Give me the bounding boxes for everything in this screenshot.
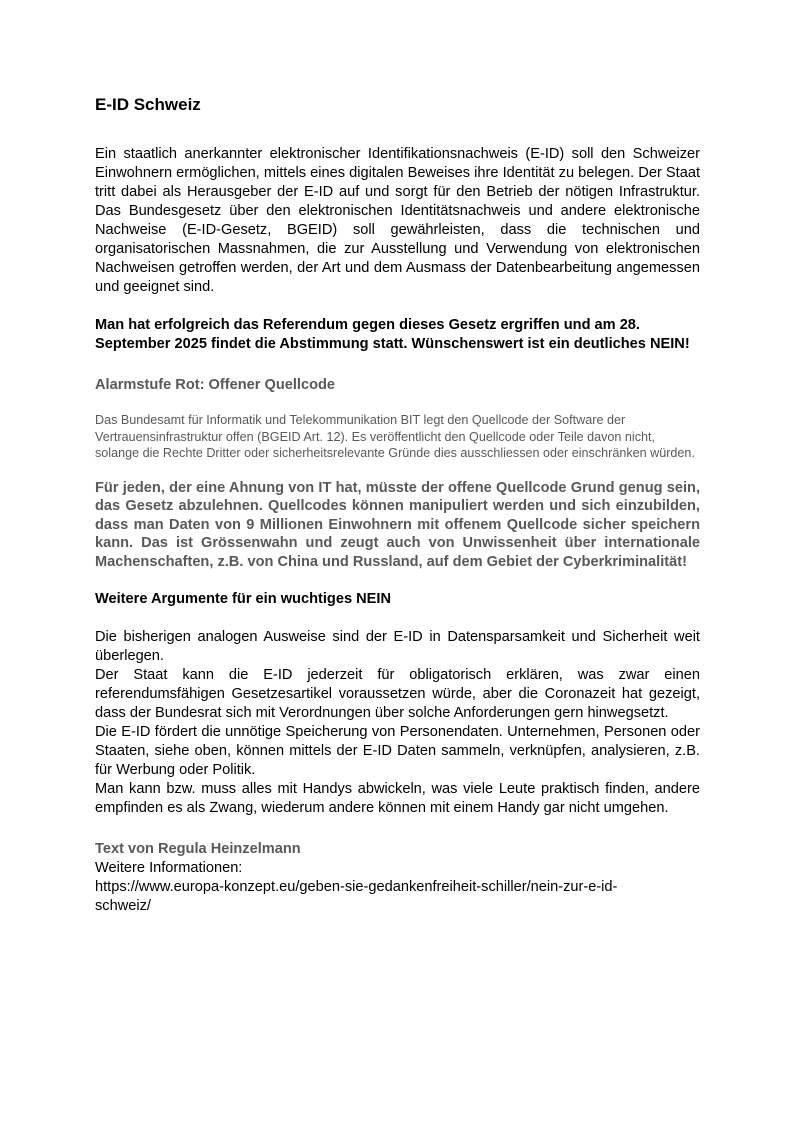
argument-paragraph: Die E-ID fördert die unnötige Speicherung von Personendaten. Unternehmen, Personen oder Staaten, siehe oben, können mittels der E-ID Daten sammeln, verknüpfen, analysieren, z.B. für Werbung oder Politik. [95,724,700,778]
source-link-line-1: https://www.europa-konzept.eu/geben-sie-gedankenfreiheit-schiller/nein-zur-e-id- [95,879,618,895]
footer-block [95,840,700,916]
argument-paragraph: Die bisherigen analogen Ausweise sind der E-ID in Datensparsamkeit und Sicherheit weit überlegen. [95,629,700,664]
section-heading-further-arguments: Weitere Argumente für ein wuchtiges NEIN [95,591,391,607]
source-link[interactable] [95,878,700,916]
more-info-label: Weitere Informationen: [95,860,243,876]
section-heading-open-source: Alarmstufe Rot: Offener Quellcode [95,377,336,393]
arguments-list [95,628,700,818]
document-page [95,95,700,916]
open-source-argument-paragraph: Für jeden, der eine Ahnung von IT hat, müsste der offene Quellcode Grund genug sein, das Gesetz abzulehnen. Quellcodes können manipuliert werden und sich einzubilden, dass man Daten von 9 Millionen Einwohnern mit offenem Quellcode sicher speichern kann. Das ist Grössenwahn und zeugt auch von Unwissenheit über internationale Machenschaften, z.B. von China und Russland, auf dem Gebiet der Cyberkriminalität! [95,479,700,570]
author-line: Text von Regula Heinzelmann [95,841,301,857]
law-quote-paragraph: Das Bundesamt für Informatik und Telekommunikation BIT legt den Quellcode der Software der Vertrauensinfrastruktur offen (BGEID Art. 12). Es veröffentlicht den Quellcode oder Teile davon nicht, solange die Rechte Dritter oder sicherheitsrelevante Gründe dies ausschliessen oder einschränken würden. [95,413,695,460]
intro-paragraph: Ein staatlich anerkannter elektronischer Identifikationsnachweis (E-ID) soll den Schweizer Einwohnern ermöglichen, mittels eines digitalen Beweises ihre Identität zu belegen. Der Staat tritt dabei als Herausgeber der E-ID auf und sorgt für den Betrieb der nötigen Infrastruktur. Das Bundesgesetz über den elektronischen Identitätsnachweis und andere elektronische Nachweise (E-ID-Gesetz, BGEID) soll gewährleisten, dass die technischen und organisatorischen Massnahmen, die zur Ausstellung und Verwendung von elektronischen Nachweisen getroffen werden, der Art und dem Ausmass der Datenbearbeitung angemessen und geeignet sind. [95,146,700,295]
referendum-paragraph: Man hat erfolgreich das Referendum gegen dieses Gesetz ergriffen und am 28. September 2025 findet die Abstimmung statt. Wünschenswert ist ein deutliches NEIN! [95,317,690,352]
argument-paragraph: Der Staat kann die E-ID jederzeit für obligatorisch erklären, was zwar einen referendumsfähigen Gesetzesartikel voraussetzen würde, aber die Coronazeit hat gezeigt, dass der Bundesrat sich mit Verordnungen über solche Anforderungen gern hinwegsetzt. [95,667,700,721]
document-title: E-ID Schweiz [95,95,201,114]
source-link-line-2: schweiz/ [95,898,151,914]
argument-paragraph: Man kann bzw. muss alles mit Handys abwickeln, was viele Leute praktisch finden, andere empfinden es als Zwang, wiederum andere können mit einem Handy gar nicht umgehen. [95,781,700,816]
